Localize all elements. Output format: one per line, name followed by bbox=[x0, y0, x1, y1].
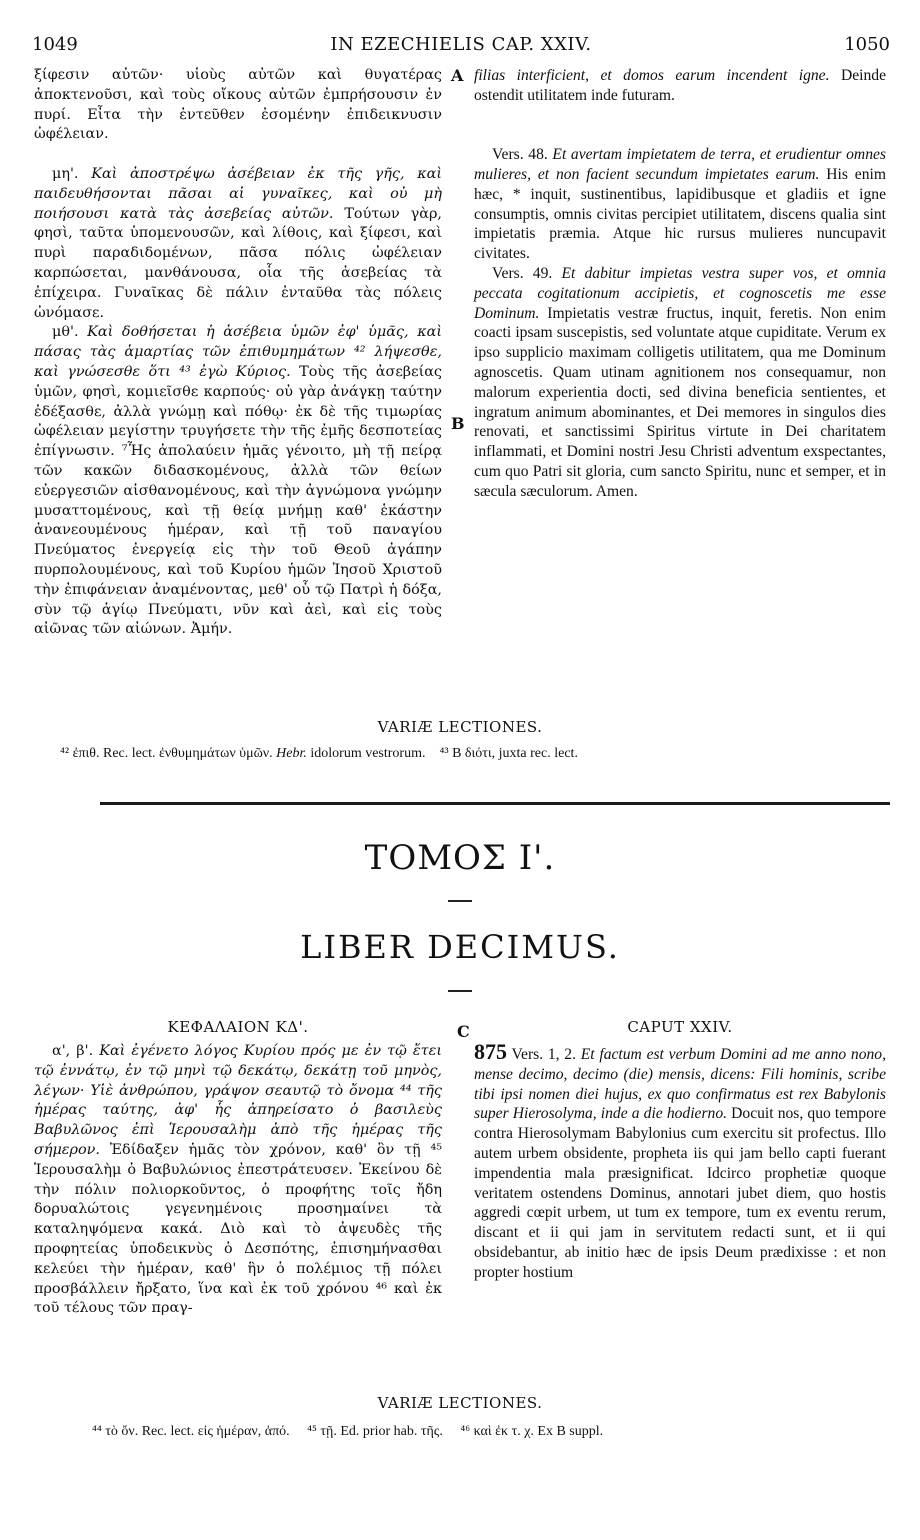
latin-commentary: Docuit nos, quo tempore contra Hierosolymam Babylonius cum exercitu sit profectus. Illo autem urbem obsidente, propheta iis qui jam bello capti fuerant impendentia mala præsignificat. Idcirco prophetiæ quoque veritatem ostendens Dominus, annotari jubet diem, quo hostis aggredi cœpit urbem, ut tum ex tempore, tum ex eventu rerum, discant et ii qui jam in servitutem redacti sunt, et ii qui obsidebantur, ab initio hæc de ipsis Deum prædixisse : et non propter hostium bbox=[474, 1105, 886, 1281]
note-number: ⁴³ bbox=[439, 746, 449, 761]
latin-paragraph bbox=[474, 264, 886, 502]
greek-chapter-heading: ΚΕΦΑΛΑΙΟΝ ΚΔ'. bbox=[167, 1018, 309, 1036]
verse-ref: Vers. 1, 2. bbox=[511, 1046, 576, 1063]
note-text: B διότι, juxta rec. lect. bbox=[452, 746, 578, 761]
greek-paragraph bbox=[34, 66, 442, 145]
scripture-quote: Et factum est verbum Domini ad me anno nono, mense decimo, decimo (die) mensis, dicens: Fili hominis, scribe tibi ipsi nomen diei hujus, ex quo confirmatus est rex Babylonis super Hierosolyma, inde a die hodierno. bbox=[474, 1046, 887, 1123]
running-head bbox=[32, 34, 890, 60]
page-number-left: 1049 bbox=[32, 34, 78, 55]
variae-lectiones-line bbox=[92, 1424, 603, 1440]
scripture-quote: filias interficient, et domos earum incendent igne. bbox=[474, 67, 830, 84]
verse-ref: Vers. 48. bbox=[492, 146, 548, 164]
greek-commentary: Τοὺς τῆς ἀσεβείας ὑμῶν, φησὶ, κομιεῖσθε καρπούς· οὐ γὰρ ἀνάγκῃ ταύτην ἐδέξασθε, ἀλλὰ γνώμῃ καὶ πόθῳ· ἐκ δὲ τῆς τιμωρίας ὠφέλειαν μεγίστην τρυγήσετε τὴν τῆς ἐμῆς δεσποτείας ἐπίγνωσιν. ⁷Ἧς ἀπολαύειν ἡμᾶς γένοιτο, μὴ τῇ πείρᾳ τῶν κακῶν διδασκομένους, ἀλλὰ τῶν θείων εὐεργεσιῶν αἰσθανομένους, καὶ τὴν ἀγνώμονα γνώμην μυσαττομένους, καὶ τῇ θείᾳ μνήμῃ καθ' ἑκάστην ἀνανεουμένους ἡμέραν, καὶ τῇ τοῦ παναγίου Πνεύματος ἐνεργείᾳ εἰς τὴν τοῦ Θεοῦ ἀγάπην πυρπολουμένους, καὶ τοῦ Κυρίου ἡμῶν Ἰησοῦ Χριστοῦ τὴν ἐπιφάνειαν ἀναμένοντας, μεθ' οὗ τῷ Πατρὶ ἡ δόξα, σὺν τῷ ἁγίῳ Πνεύματι, νῦν καὶ ἀεὶ, καὶ εἰς τοὺς αἰῶνας τῶν αἰώνων. Ἀμήν. bbox=[34, 363, 442, 638]
latin-commentary: Impietatis vestræ fructus, inquit, feretis. Non enim coacti ipsam suscepistis, sed voluntate atque cupiditate. Verum ex ipso supplicio maximam colligetis utilitatem, qua me Dominum agnoscetis. Quam utinam agnitionem nos consequamur, non malorum experientia docti, sed divina beneficia sentientes, et ingratum animum abominantes, et Dei memores in singulos dies renovati, et sanctissimi Spiritus virtute in Dei charitatem inflammati, et Domini nostri Jesu Christi adventum exspectantes, cum quo Patri sit gloria, cum sancto Spiritu, nunc et semper, et in sæcula sæculorum. Amen. bbox=[474, 304, 886, 500]
greek-column-top bbox=[34, 66, 442, 640]
column-number: 875 bbox=[474, 1039, 507, 1064]
verse-ref: μθ'. bbox=[52, 324, 79, 341]
note-number: ⁴⁶ bbox=[460, 1424, 471, 1439]
greek-column-bottom bbox=[34, 1042, 442, 1319]
latin-commentary: Deinde ostendit utilitatem inde futuram. bbox=[474, 67, 886, 104]
margin-letter-b: B bbox=[451, 414, 465, 433]
verse-ref: α', β'. bbox=[52, 1043, 94, 1059]
note-number: ⁴² bbox=[60, 746, 70, 761]
variae-lectiones-title: VARIÆ LECTIONES. bbox=[377, 1394, 543, 1412]
scripture-quote: Et dabitur impietas vestra super vos, et omnia peccata cogitationum accipietis, et cognoscetis me esse Dominum. bbox=[474, 264, 886, 322]
greek-text: ξίφεσιν αὐτῶν· υἱοὺς αὐτῶν καὶ θυγατέρας ἀποκτενοῦσι, καὶ τοὺς οἴκους αὐτῶν ἐμπρήσουσιν ἐν πυρί. Εἶτα τὴν ἐντεῦθεν ἐσομένην ἐπιδεικνυσιν ὠφέλειαν. bbox=[34, 67, 442, 143]
note-text: ἐπιθ. Rec. lect. ἐνθυμημάτων ὑμῶν. bbox=[72, 746, 273, 761]
note-text: καὶ ἐκ τ. χ. Ex B suppl. bbox=[473, 1424, 604, 1439]
margin-letter-a: A bbox=[451, 66, 464, 85]
latin-paragraph bbox=[474, 1039, 887, 1283]
note-text: τῇ. Ed. prior hab. τῆς. bbox=[320, 1424, 443, 1439]
verse-ref: μη'. bbox=[52, 165, 79, 182]
latin-paragraph bbox=[474, 66, 886, 106]
latin-chapter-heading: CAPUT XXIV. bbox=[627, 1018, 733, 1036]
note-text: idolorum vestrorum. bbox=[310, 746, 426, 761]
scripture-quote: Καὶ ἀποστρέψω ἀσέβειαν ἐκ τῆς γῆς, καὶ παιδευθήσονται πᾶσαι αἱ γυναῖκες, καὶ οὐ μὴ ποιήσουσι κατὰ τὰς ἀσεβείας αὐτῶν. bbox=[34, 165, 442, 222]
latin-commentary: His enim hæc, * inquit, sustinentibus, lapidibusque et gladiis et igne consumptis, omnis civitas percipiet utilitatem, discens qualia sint impietatis præmia. Atque hic rursus mulieres nuncupavit civitates. bbox=[474, 165, 886, 263]
latin-column-bottom bbox=[474, 1039, 887, 1283]
scripture-quote: Καὶ δοθήσεται ἡ ἀσέβεια ὑμῶν ἐφ' ὑμᾶς, καὶ πάσας τὰς ἁμαρτίας τῶν ἐπιθυμημάτων ⁴² λήψεσθε, καὶ γνώσεσθε ὅτι ⁴³ ἐγὼ Κύριος. bbox=[34, 324, 442, 380]
margin-letter-c: C bbox=[457, 1022, 470, 1041]
note-number: ⁴⁴ bbox=[92, 1424, 102, 1439]
latin-paragraph bbox=[474, 145, 886, 264]
variae-lectiones-line bbox=[60, 746, 578, 762]
variae-lectiones-title: VARIÆ LECTIONES. bbox=[377, 718, 543, 736]
greek-paragraph bbox=[34, 323, 442, 640]
note-text: Hebr. bbox=[276, 746, 307, 761]
liber-title: LIBER DECIMUS. bbox=[300, 928, 620, 966]
tomos-title: ΤΟΜΟΣ Ι'. bbox=[364, 838, 556, 878]
scripture-quote: Καὶ ἐγένετο λόγος Κυρίου πρός με ἐν τῷ ἔτει τῷ ἐννάτῳ, ἐν τῷ μηνὶ τῷ δεκάτῳ, δεκάτῃ τοῦ μηνὸς, λέγων· Υἱὲ ἀνθρώπου, γράψον σεαυτῷ τὸ ὄνομα ⁴⁴ τῆς ἡμέρας ταύτης, ἀφ' ἧς ἀπηρείσατο ὁ βασιλεὺς Βαβυλῶνος ἐπὶ Ἱερουσαλὴμ ἀπὸ τῆς ἡμέρας τῆς σήμερον. bbox=[34, 1043, 442, 1158]
page-number-right: 1050 bbox=[844, 34, 890, 55]
note-text: τὸ ὄν. Rec. lect. εἰς ἡμέραν, ἀπό. bbox=[105, 1424, 290, 1439]
verse-ref: Vers. 49. bbox=[492, 264, 553, 282]
greek-paragraph bbox=[34, 165, 442, 323]
scripture-quote: Et avertam impietatem de terra, et erudientur omnes mulieres, et non facient secundum impietates earum. bbox=[474, 146, 886, 183]
greek-paragraph bbox=[34, 1042, 442, 1319]
running-title: IN EZECHIELIS CAP. XXIV. bbox=[330, 34, 592, 55]
title-dash bbox=[448, 900, 472, 902]
note-number: ⁴⁵ bbox=[307, 1424, 317, 1439]
section-rule bbox=[100, 802, 890, 805]
greek-commentary: Τούτων γὰρ, φησὶ, ταῦτα ὑπομενουσῶν, καὶ λίθοις, καὶ ξίφεσι, καὶ πυρὶ παραδιδομένων, πᾶσα πόλις ὠφέλειαν καρπώσεται, μανθάνουσα, οἷα τῆς ἀσεβείας τὰ ἐπίχειρα. Γυναῖκας δὲ πάλιν ἐνταῦθα τὰς πόλεις ὠνόμασε. bbox=[34, 205, 443, 321]
greek-commentary: Ἐδίδαξεν ἡμᾶς τὸν χρόνον, καθ' ὃν τῇ ⁴⁵ Ἱερουσαλὴμ ὁ Βαβυλώνιος ἐπεστράτευσεν. Ἐκείνου δὲ τὴν πόλιν πολιορκοῦντος, ὁ προφήτης τοῖς ἤδη δορυαλώτοις γεγενημένοις προσημαίνει τὰ καταληψόμενα κακά. Διὸ καὶ τὸ ἀψευδὲς τῆς προφητείας ὑποδεικνὺς ὁ Δεσπότης, ἐπισημήνασθαι κελεύει τὴν ἡμέραν, καθ' ἣν ὁ πολέμιος τῇ πόλει προσβάλλειν ἤρξατο, ἵνα καὶ ἐκ τοῦ χρόνου ⁴⁶ καὶ ἐκ τοῦ τέλους τῶν πραγ- bbox=[34, 1141, 442, 1317]
title-dash bbox=[448, 990, 472, 992]
latin-column-top bbox=[474, 66, 886, 502]
